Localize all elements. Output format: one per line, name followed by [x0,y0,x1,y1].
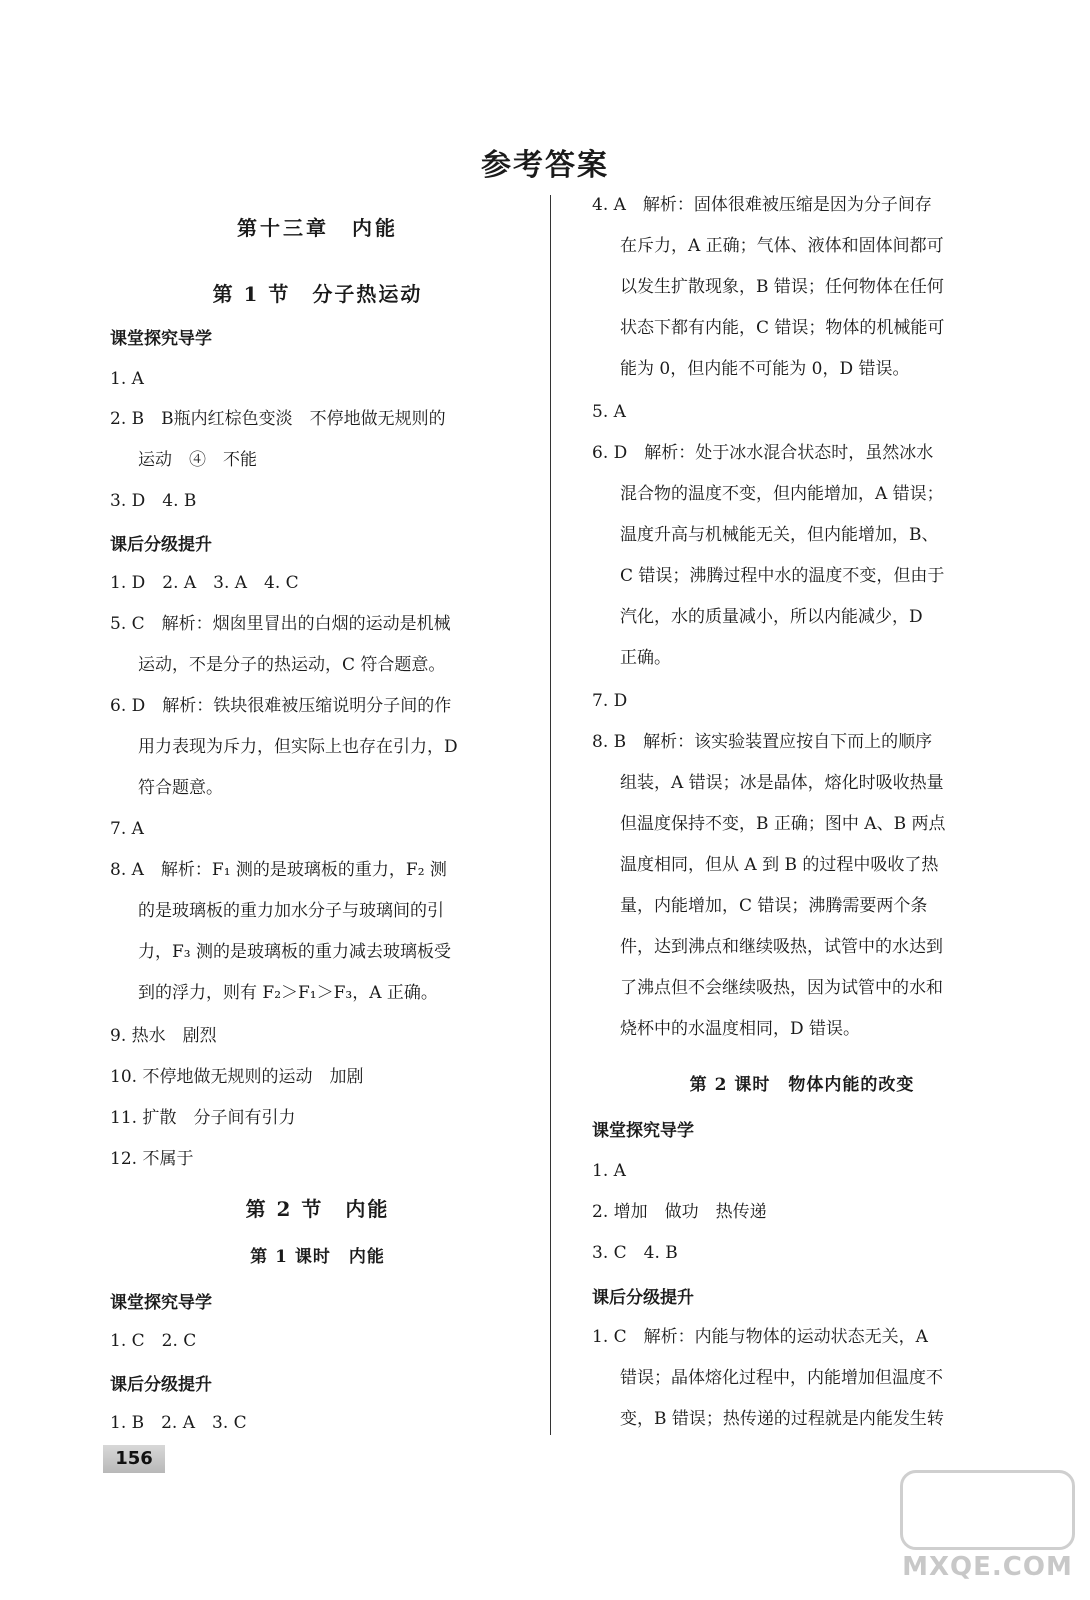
page-number-badge: 156 [103,1445,165,1473]
answer-line: 1. C 解析：内能与物体的运动状态无关，A [592,1327,928,1347]
answer-line: 温度升高与机械能无关，但内能增加，B、 [620,525,939,545]
subheading-classroom: 课堂探究导学 [110,1293,212,1313]
answer-line: 状态下都有内能，C 错误；物体的机械能可 [620,318,945,338]
subheading-classroom: 课堂探究导学 [110,329,212,349]
answer-line: 符合题意。 [138,778,223,798]
column-divider [550,195,551,1435]
answer-line: 混合物的温度不变，但内能增加，A 错误； [620,484,944,504]
subheading-after-class: 课后分级提升 [592,1288,694,1308]
answer-line: 烧杯中的水温度相同，D 错误。 [620,1019,861,1039]
answer-line: 量，内能增加，C 错误；沸腾需要两个条 [620,896,928,916]
answer-line: 7. D [592,691,628,711]
answer-line: 3. C 4. B [592,1243,678,1263]
answer-line: 7. A [110,819,144,839]
answer-line: 9. 热水 剧烈 [110,1026,217,1046]
answer-line: 但温度保持不变，B 正确；图中 A、B 两点 [620,814,946,834]
answer-line: 8. A 解析：F₁ 测的是玻璃板的重力，F₂ 测 [110,860,447,880]
answer-line: 运动 ④ 不能 [138,450,257,470]
answer-line: 汽化，水的质量减小，所以内能减少，D [620,607,923,627]
lesson-heading-2: 第 2 课时 物体内能的改变 [689,1075,915,1095]
answer-line: 用力表现为斥力，但实际上也存在引力，D [138,737,458,757]
answer-line: 了沸点但不会继续吸热，因为试管中的水和 [620,978,943,998]
answer-line: 正确。 [620,648,671,668]
answer-line: 力，F₃ 测的是玻璃板的重力减去玻璃板受 [138,942,452,962]
subheading-after-class: 课后分级提升 [110,535,212,555]
answer-line: 组装，A 错误；冰是晶体，熔化时吸收热量 [620,773,944,793]
watermark-logo [900,1470,1075,1590]
answer-line: 8. B 解析：该实验装置应按自下而上的顺序 [592,732,933,752]
answer-line: 1. A [110,369,144,389]
answer-line: 11. 扩散 分子间有引力 [110,1108,296,1128]
answer-line: 12. 不属于 [110,1149,194,1169]
answer-line: 温度相同，但从 A 到 B 的过程中吸收了热 [620,855,939,875]
answer-line: 1. A [592,1161,626,1181]
answer-line: 3. D 4. B [110,491,197,511]
answer-line: 4. A 解析：固体很难被压缩是因为分子间存 [592,195,932,215]
chapter-heading: 第十三章 内能 [237,216,398,240]
answer-line: 错误；晶体熔化过程中，内能增加但温度不 [620,1368,943,1388]
answer-line: 能为 0，但内能不可能为 0，D 错误。 [620,359,910,379]
answer-line: 5. C 解析：烟囱里冒出的白烟的运动是机械 [110,614,451,634]
answer-line: 10. 不停地做无规则的运动 加剧 [110,1067,364,1087]
answer-line: 在斥力，A 正确；气体、液体和固体间都可 [620,236,944,256]
page-title: 参考答案 [481,148,609,183]
answer-line: 2. B B瓶内红棕色变淡 不停地做无规则的 [110,409,446,429]
subheading-classroom: 课堂探究导学 [592,1121,694,1141]
answer-line: 件，达到沸点和继续吸热，试管中的水达到 [620,937,943,957]
answer-line: 以发生扩散现象，B 错误；任何物体在任何 [620,277,944,297]
answer-line: 1. B 2. A 3. C [110,1413,247,1433]
lesson-heading-1: 第 1 课时 内能 [250,1247,385,1267]
answer-line: C 错误；沸腾过程中水的温度不变，但由于 [620,566,945,586]
answer-line: 运动，不是分子的热运动，C 符合题意。 [138,655,446,675]
answer-line: 2. 增加 做功 热传递 [592,1202,767,1222]
answer-line: 到的浮力，则有 F₂＞F₁＞F₃，A 正确。 [138,983,438,1003]
answer-line: 1. C 2. C [110,1331,197,1351]
section-heading-2: 第 2 节 内能 [245,1197,390,1221]
answer-line: 的是玻璃板的重力加水分子与玻璃间的引 [138,901,444,921]
watermark-badge-icon [900,1470,1075,1550]
answer-line: 5. A [592,402,626,422]
watermark-text: MXQE.COM [902,1552,1073,1582]
answer-line: 6. D 解析：处于冰水混合状态时，虽然冰水 [592,443,934,463]
answer-line: 6. D 解析：铁块很难被压缩说明分子间的作 [110,696,452,716]
answer-line: 变，B 错误；热传递的过程就是内能发生转 [620,1409,944,1429]
subheading-after-class: 课后分级提升 [110,1375,212,1395]
section-heading-1: 第 1 节 分子热运动 [212,282,423,306]
answer-line: 1. D 2. A 3. A 4. C [110,573,299,593]
